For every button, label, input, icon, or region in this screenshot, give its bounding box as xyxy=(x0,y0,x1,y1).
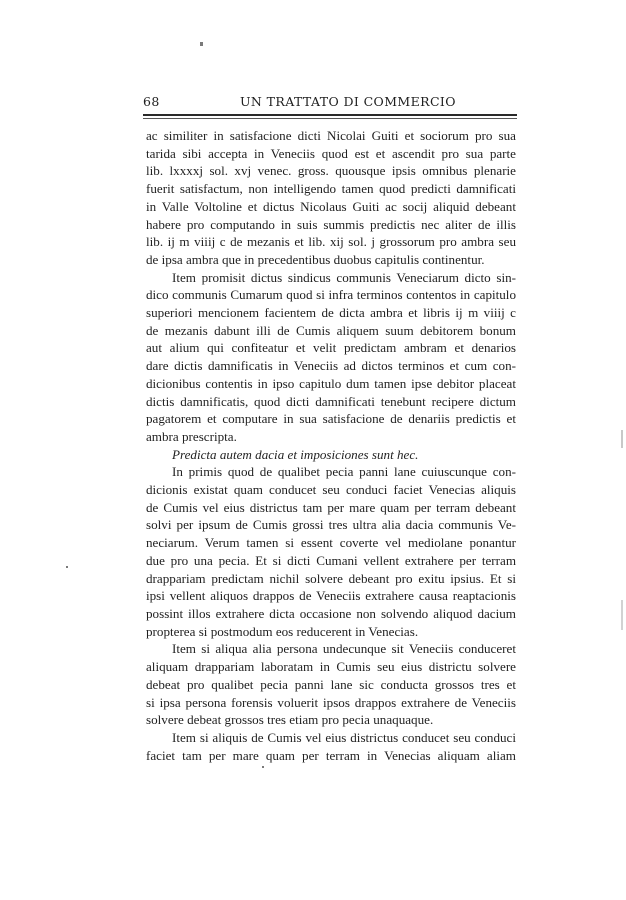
text-line: In primis quod de qualibet pecia panni lane cuiuscunque con- xyxy=(172,464,516,480)
text-line: fuerit satisfactum, non intelligendo tamen quod predicti damnificati xyxy=(146,181,516,197)
text-line: propterea si postmodum eos reducerent in Venecias. xyxy=(146,623,419,639)
scan-speck xyxy=(66,566,68,568)
page-number: 68 xyxy=(143,94,160,109)
header-rule-thin xyxy=(143,118,517,119)
text-line: habere pro computando in suis summis predictis nec aliter de illis xyxy=(146,216,516,232)
text-line: si ipsa persona forensis voluerit ipsos drappos extrahere de Veneciis xyxy=(146,694,516,710)
text-line: ipsi vellent aliquos drappos de Veneciis extrahere causa reaptacionis xyxy=(146,588,516,604)
text-line: de Cumis vel eius districtus tam per mare quam per terram debeant xyxy=(146,499,516,515)
text-line: dicionis existat quam conducet seu conduci faciet Venecias aliquis xyxy=(146,482,516,498)
text-line: de ipsa ambra que in precedentibus duobus capitulis continentur. xyxy=(146,251,485,267)
text-line: dicionibus contentis in ipso capitulo dum tamen ipse debitor placeat xyxy=(146,375,516,391)
text-line: dictis damnificatis, quod dicti damnificati tenebunt recipere dictum xyxy=(146,393,516,409)
text-line: dare dictis damnificatis in Veneciis ad dictos terminos et cum con- xyxy=(146,358,516,374)
text-line: solvere debeat grossos tres etiam pro pecia unaquaque. xyxy=(146,712,434,728)
section-heading: Predicta autem dacia et imposiciones sunt hec. xyxy=(172,446,419,462)
scan-edge-mark xyxy=(621,430,623,448)
text-line: de mezanis dabunt illi de Cumis aliquem suum debitorem bonum xyxy=(146,322,516,338)
scan-speck xyxy=(262,766,264,768)
text-line: Item si aliqua alia persona undecunque sit Veneciis conduceret xyxy=(172,641,516,657)
text-line: Item si aliquis de Cumis vel eius districtus conducet seu conduci xyxy=(172,729,516,745)
running-title: UN TRATTATO DI COMMERCIO xyxy=(240,94,456,109)
text-line: neciarum. Verum tamen si essent coverte vel mediolane ponantur xyxy=(146,535,516,551)
text-line: solvi per ipsum de Cumis grossi tres ultra alia dacia communis Ve- xyxy=(146,517,516,533)
text-line: in Valle Voltoline et dictus Nicolaus Guiti ac socij aliquid debeant xyxy=(146,198,516,214)
text-line: aliquam drappariam laboratam in Cumis seu eius districtu solvere xyxy=(146,659,516,675)
text-line: drappariam predictam nichil solvere debeant pro exitu ipsius. Et si xyxy=(146,570,516,586)
text-line: debeat pro qualibet pecia panni lane sic conducta grossos tres et xyxy=(146,676,516,692)
text-line: aut alium qui confiteatur et velit predictam ambram et denarios xyxy=(146,340,516,356)
scan-speck xyxy=(200,42,203,46)
text-line: ac similiter in satisfacione dicti Nicolai Guiti et sociorum pro sua xyxy=(146,128,516,143)
text-line: dico communis Cumarum quod si infra terminos contentos in capitulo xyxy=(146,287,516,303)
body-text xyxy=(146,127,516,764)
text-line: due pro una pecia. Et si dicti Cumani vellent extrahere per terram xyxy=(146,552,516,568)
text-line: possint illos extrahere dicta occasione non solvendo aliquod dacium xyxy=(146,605,516,621)
text-line: lib. lxxxxj sol. xvj venec. gross. quousque ipsis omnibus plenarie xyxy=(146,163,516,179)
header-rule-thick xyxy=(143,114,517,116)
text-line: Item promisit dictus sindicus communis Veneciarum dicto sin- xyxy=(172,269,516,285)
text-line: superiori mencionem facientem de dicta ambra et libris ij m viiij c xyxy=(146,305,516,321)
text-line: lib. ij m viiij c de mezanis et lib. xij sol. j grossorum pro ambra seu xyxy=(146,234,516,250)
text-line: pagatorem et computare in sua satisfacione de denariis predictis et xyxy=(146,411,516,427)
page-header xyxy=(143,94,516,110)
scan-edge-mark xyxy=(621,600,623,630)
text-line: ambra prescripta. xyxy=(146,428,237,444)
text-line: faciet tam per mare quam per terram in Venecias aliquam aliam xyxy=(146,747,516,763)
text-line: tarida sibi accepta in Veneciis quod est et ascendit pro sua parte xyxy=(146,145,516,161)
